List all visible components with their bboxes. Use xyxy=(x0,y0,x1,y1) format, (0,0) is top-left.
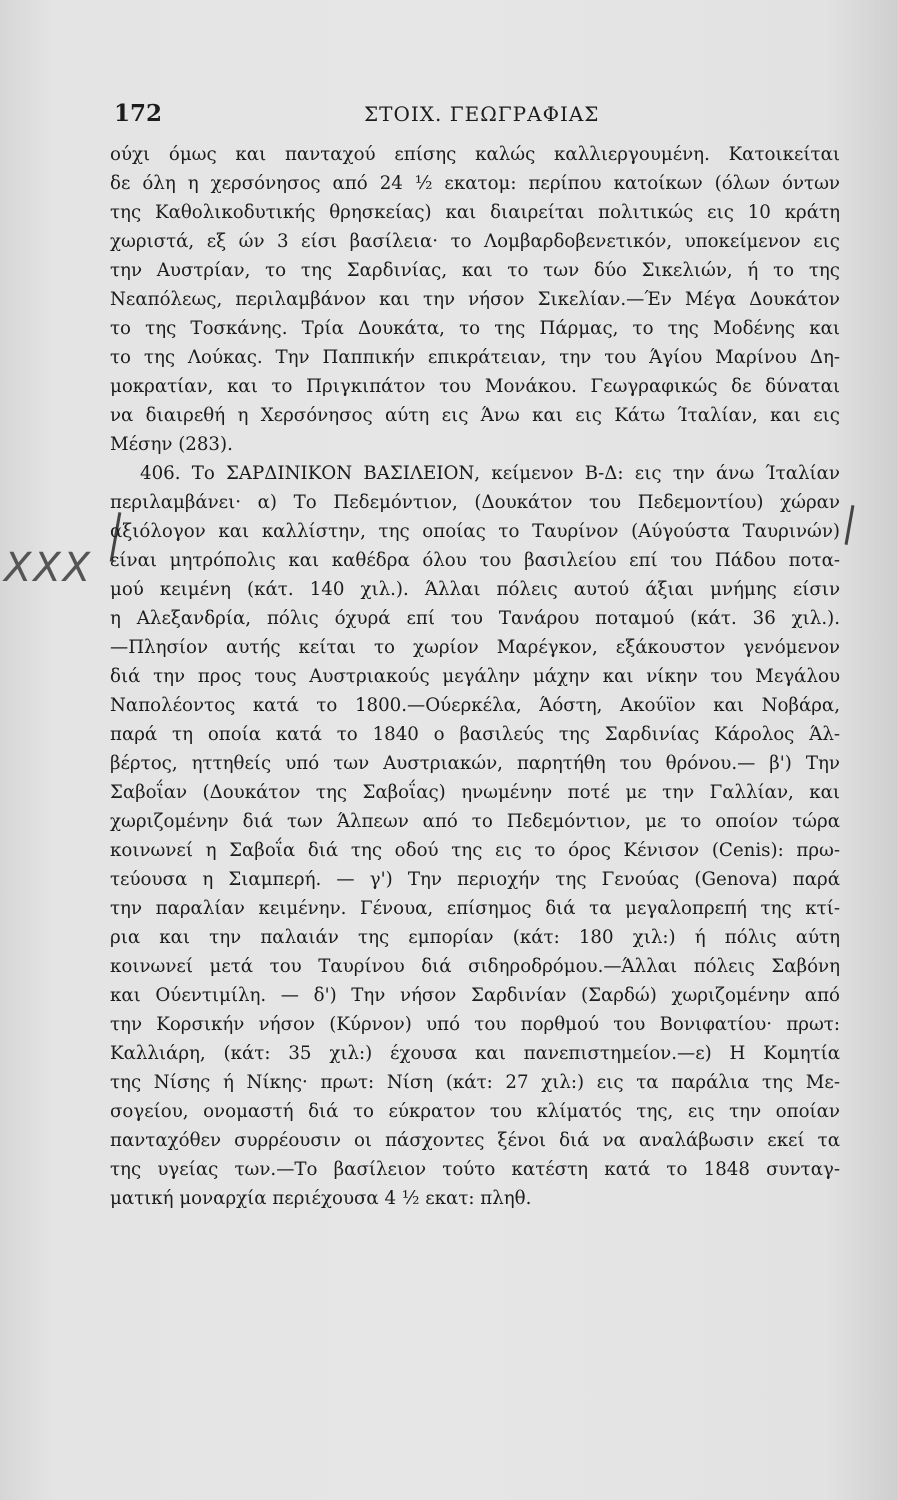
text-line: περιλαμβάνει· α) Το Πεδεμόντιον, (Δουκάτον του Πεδεμοντίου) χώραν xyxy=(110,492,840,513)
text-line: μοκρατίαν, και το Πριγκιπάτον του Μονάκου. Γεωγραφικώς δε δύναται xyxy=(110,376,840,397)
text-line: Ναπολέοντος κατά το 1800.—Ούερκέλα, Άόστη, Ακούϊον και Νοβάρα, xyxy=(110,695,840,716)
text-line: αξιόλογον και καλλίστην, της οποίας το Ταυρίνον (Αύγούστα Ταυρινών) xyxy=(110,521,840,542)
text-line: την Κορσικήν νήσον (Κύρνον) υπό του πορθμού του Βονιφατίου· πρωτ: xyxy=(110,1014,840,1035)
text-line: και Ούεντιμίλη. — δ') Την νήσον Σαρδινίαν (Σαρδώ) χωριζομένην από xyxy=(110,985,840,1006)
text-line: Καλλιάρη, (κάτ: 35 χιλ:) έχουσα και πανεπιστημείον.—ε) Η Κομητία xyxy=(110,1043,840,1064)
text-line: σογείου, ονομαστή διά το εύκρατον του κλίματός της, εις την οποίαν xyxy=(110,1101,840,1122)
text-line: παρά τη οποία κατά το 1840 ο βασιλεύς της Σαρδινίας Κάρολος Άλ- xyxy=(110,724,840,745)
text-line: χωριζομένην διά των Άλπεων από το Πεδεμόντιον, με το οποίον τώρα xyxy=(110,811,840,832)
text-line: ρια και την παλαιάν της εμπορίαν (κάτ: 180 χιλ:) ή πόλις αύτη xyxy=(110,927,840,948)
text-line: η Αλεξανδρία, πόλις όχυρά επί του Τανάρου ποταμού (κάτ. 36 χιλ.). xyxy=(110,608,840,629)
page-header xyxy=(114,100,844,134)
text-line: ματική μοναρχία περιέχουσα 4 ½ εκατ: πληθ. xyxy=(110,1188,532,1209)
section-heading-line: 406. Το ΣΑΡΔΙΝΙΚΟΝ ΒΑΣΙΛΕΙΟΝ, κείμενον Β-Δ: εις την άνω Ίταλίαν xyxy=(140,463,840,484)
text-line: Μέσην (283). xyxy=(110,434,233,455)
text-line: της Νίσης ή Νίκης· πρωτ: Νίση (κάτ: 27 χιλ:) εις τα παράλια της Με- xyxy=(110,1072,840,1093)
text-line: ούχι όμως και πανταχού επίσης καλώς καλλιεργουμένη. Κατοικείται xyxy=(110,144,840,165)
text-line: δε όλη η χερσόνησος από 24 ½ εκατομ: περίπου κατοίκων (όλων όντων xyxy=(110,173,840,194)
text-line: —Πλησίον αυτής κείται το χωρίον Μαρέγκον, εξάκουστον γενόμενον xyxy=(110,637,840,658)
running-title: ΣΤΟΙΧ. ΓΕΩΓΡΑΦΙΑΣ xyxy=(364,102,600,126)
text-line: χωριστά, εξ ών 3 είσι βασίλεια· το Λομβαρδοβενετικόν, υποκείμενον εις xyxy=(110,231,840,252)
text-line: της Καθολικοδυτικής θρησκείας) και διαιρείται πολιτικώς εις 10 κράτη xyxy=(110,202,840,223)
body-text xyxy=(110,140,840,1213)
text-line: πανταχόθεν συρρέουσιν οι πάσχοντες ξένοι διά να αναλάβωσιν εκεί τα xyxy=(110,1130,840,1151)
text-line: να διαιρεθή η Χερσόνησος αύτη εις Άνω και εις Κάτω Ίταλίαν, και εις xyxy=(110,405,840,426)
text-line: είναι μητρόπολις και καθέδρα όλου του βασιλείου επί του Πάδου ποτα- xyxy=(110,550,840,571)
text-line: της υγείας των.—Το βασίλειον τούτο κατέστη κατά το 1848 συνταγ- xyxy=(110,1159,840,1180)
margin-mark-right xyxy=(845,505,855,545)
text-line: το της Τοσκάνης. Τρία Δουκάτα, το της Πάρμας, το της Μοδένης και xyxy=(110,318,840,339)
text-line: Νεαπόλεως, περιλαμβάνον και την νήσον Σικελίαν.—Έν Μέγα Δουκάτον xyxy=(110,289,840,310)
text-line: Σαβοΐαν (Δουκάτον της Σαβοΐας) ηνωμένην ποτέ με την Γαλλίαν, και xyxy=(110,782,840,803)
margin-annotation: XXX xyxy=(4,545,93,591)
text-line: μού κειμένη (κάτ. 140 χιλ.). Άλλαι πόλεις αυτού άξιαι μνήμης είσιν xyxy=(110,579,840,600)
text-line: την Αυστρίαν, το της Σαρδινίας, και το των δύο Σικελιών, ή το της xyxy=(110,260,840,281)
text-line: το της Λούκας. Την Παππικήν επικράτειαν, την του Άγίου Μαρίνου Δη- xyxy=(110,347,840,368)
text-line: τεύουσα η Σιαμπερή. — γ') Την περιοχήν της Γενούας (Genova) παρά xyxy=(110,869,840,890)
page-number: 172 xyxy=(114,100,163,127)
text-line: βέρτος, ηττηθείς υπό των Αυστριακών, παρητήθη του θρόνου.— β') Την xyxy=(110,753,840,774)
text-line: διά την προς τους Αυστριακούς μεγάλην μάχην και νίκην του Μεγάλου xyxy=(110,666,840,687)
text-line: την παραλίαν κειμένην. Γένουα, επίσημος διά τα μεγαλοπρεπή της κτί- xyxy=(110,898,840,919)
text-line: κοινωνεί η Σαβοΐα διά της οδού της εις το όρος Κένισον (Cenis): πρω- xyxy=(110,840,840,861)
text-line: κοινωνεί μετά του Ταυρίνου διά σιδηροδρόμου.—Άλλαι πόλεις Σαβόνη xyxy=(110,956,840,977)
